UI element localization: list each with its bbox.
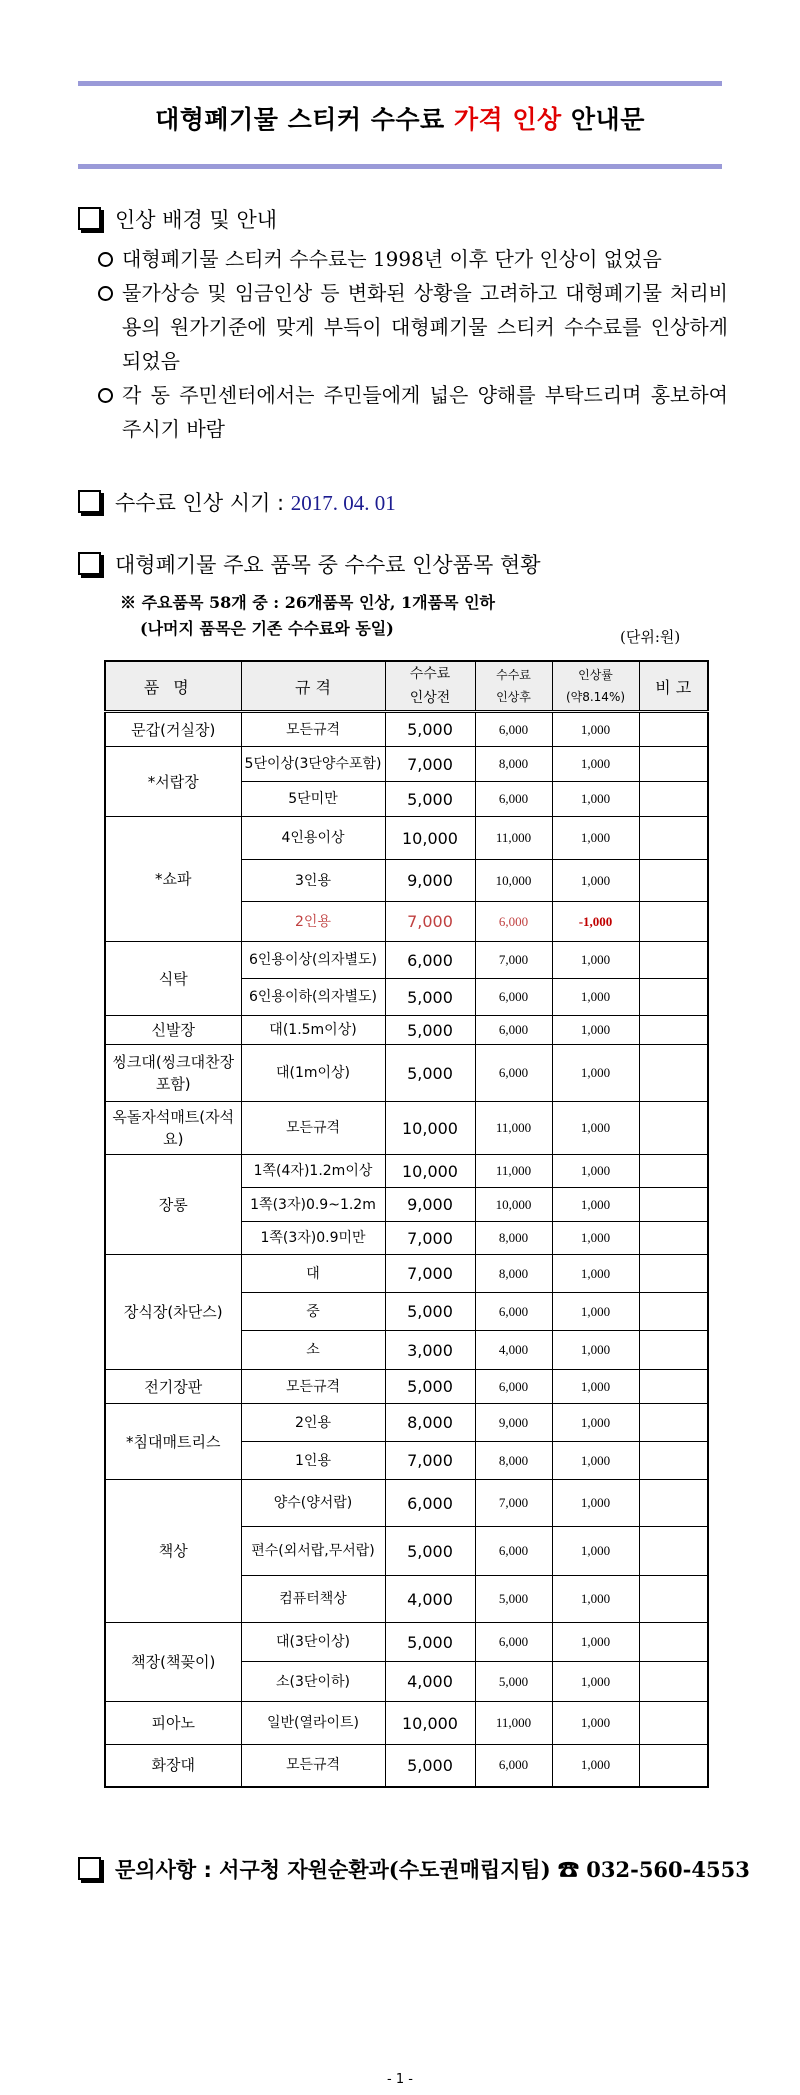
remark-cell	[639, 1623, 708, 1662]
table-row	[105, 1370, 708, 1404]
diff-cell: 1,000	[552, 1045, 639, 1102]
old-fee-cell: 6,000	[385, 942, 475, 979]
spec-cell: 3인용	[241, 860, 385, 902]
diff-cell: 1,000	[552, 1222, 639, 1255]
checkbox-icon	[78, 552, 101, 575]
spec-cell: 소(3단이하)	[241, 1662, 385, 1702]
remark-cell	[639, 747, 708, 782]
new-fee-cell: 6,000	[475, 1293, 552, 1331]
diff-cell: 1,000	[552, 979, 639, 1016]
diff-cell: 1,000	[552, 1102, 639, 1155]
remark-cell	[639, 1016, 708, 1045]
remark-cell	[639, 942, 708, 979]
diff-cell: 1,000	[552, 1576, 639, 1623]
remark-cell	[639, 1527, 708, 1576]
table-row	[105, 1155, 708, 1188]
status-note-1: ※ 주요품목 58개 중 : 26개품목 인상, 1개품목 인하	[120, 593, 495, 612]
remark-cell	[639, 1045, 708, 1102]
timing-heading	[78, 487, 396, 517]
circle-bullet-icon	[98, 252, 113, 267]
contact-text: 서구청 자원순환과(수도권매립지팀) ☎ 032-560-4553	[219, 1857, 750, 1882]
header-new: 수수료 인상후	[475, 661, 552, 712]
new-fee-cell: 7,000	[475, 942, 552, 979]
table-row	[105, 1480, 708, 1527]
spec-cell: 2인용	[241, 1404, 385, 1442]
old-fee-cell: 10,000	[385, 1102, 475, 1155]
diff-cell: 1,000	[552, 1527, 639, 1576]
background-heading-text: 인상 배경 및 안내	[115, 208, 278, 232]
background-bullet-1	[98, 242, 728, 276]
table-row	[105, 1045, 708, 1102]
table-row	[105, 1016, 708, 1045]
new-fee-cell: 6,000	[475, 1527, 552, 1576]
old-fee-cell: 9,000	[385, 860, 475, 902]
item-cell: 책상	[105, 1480, 241, 1623]
old-fee-cell: 8,000	[385, 1404, 475, 1442]
remark-cell	[639, 1188, 708, 1222]
table-row	[105, 817, 708, 860]
title-part2: 안내문	[561, 105, 645, 134]
spec-cell: 모든규격	[241, 712, 385, 747]
new-fee-cell: 6,000	[475, 979, 552, 1016]
new-fee-cell: 8,000	[475, 747, 552, 782]
old-fee-cell: 5,000	[385, 1370, 475, 1404]
table-row	[105, 1102, 708, 1155]
circle-bullet-icon	[98, 286, 113, 301]
new-fee-cell: 11,000	[475, 817, 552, 860]
spec-cell: 1쪽(3자)0.9미만	[241, 1222, 385, 1255]
new-fee-cell: 8,000	[475, 1255, 552, 1293]
remark-cell	[639, 902, 708, 942]
unit-label: (단위:원)	[620, 628, 681, 646]
item-cell: *쇼파	[105, 817, 241, 942]
item-cell: 장롱	[105, 1155, 241, 1255]
remark-cell	[639, 860, 708, 902]
diff-cell: 1,000	[552, 1702, 639, 1745]
spec-cell: 양수(양서랍)	[241, 1480, 385, 1527]
remark-cell	[639, 1331, 708, 1370]
table-row	[105, 942, 708, 979]
item-cell: 전기장판	[105, 1370, 241, 1404]
remark-cell	[639, 817, 708, 860]
header-remark: 비 고	[639, 661, 708, 712]
old-fee-cell: 5,000	[385, 1527, 475, 1576]
table-row	[105, 1404, 708, 1442]
new-fee-cell: 6,000	[475, 1016, 552, 1045]
spec-cell: 6인용이상(의자별도)	[241, 942, 385, 979]
diff-cell: 1,000	[552, 782, 639, 817]
status-heading-text: 대형폐기물 주요 품목 중 수수료 인상품목 현황	[115, 553, 541, 577]
page-title	[0, 100, 800, 136]
old-fee-cell: 7,000	[385, 1442, 475, 1480]
old-fee-cell: 5,000	[385, 1293, 475, 1331]
spec-cell: 중	[241, 1293, 385, 1331]
remark-cell	[639, 1662, 708, 1702]
remark-cell	[639, 782, 708, 817]
spec-cell: 편수(외서랍,무서랍)	[241, 1527, 385, 1576]
background-bullet-3	[98, 378, 728, 446]
old-fee-cell: 9,000	[385, 1188, 475, 1222]
contact-line	[78, 1854, 750, 1884]
item-cell: 식탁	[105, 942, 241, 1016]
diff-cell: 1,000	[552, 1188, 639, 1222]
remark-cell	[639, 1404, 708, 1442]
remark-cell	[639, 1702, 708, 1745]
remark-cell	[639, 1370, 708, 1404]
new-fee-cell: 6,000	[475, 1745, 552, 1787]
old-fee-cell: 10,000	[385, 1702, 475, 1745]
old-fee-cell: 10,000	[385, 1155, 475, 1188]
old-fee-cell: 5,000	[385, 1623, 475, 1662]
new-fee-cell: 6,000	[475, 782, 552, 817]
item-cell: 문갑(거실장)	[105, 712, 241, 747]
timing-label: 수수료 인상 시기 :	[115, 491, 291, 515]
old-fee-cell: 5,000	[385, 712, 475, 747]
diff-cell: -1,000	[552, 902, 639, 942]
spec-cell: 1인용	[241, 1442, 385, 1480]
old-fee-cell: 3,000	[385, 1331, 475, 1370]
title-top-rule	[78, 81, 722, 86]
new-fee-cell: 9,000	[475, 1404, 552, 1442]
new-fee-cell: 6,000	[475, 1370, 552, 1404]
page-number: - 1 -	[387, 2072, 413, 2087]
old-fee-cell: 6,000	[385, 1480, 475, 1527]
diff-cell: 1,000	[552, 1623, 639, 1662]
table-row	[105, 712, 708, 747]
item-cell: 씽크대(씽크대찬장포함)	[105, 1045, 241, 1102]
checkbox-icon	[78, 490, 101, 513]
table-header-row	[105, 661, 708, 712]
spec-cell: 1쪽(4자)1.2m이상	[241, 1155, 385, 1188]
checkbox-icon	[78, 1857, 101, 1880]
old-fee-cell: 7,000	[385, 902, 475, 942]
item-cell: *서랍장	[105, 747, 241, 817]
background-bullet-2	[98, 276, 728, 378]
bullet-text: 각 동 주민센터에서는 주민들에게 넓은 양해를 부탁드리며 홍보하여 주시기 바람	[122, 383, 728, 441]
diff-cell: 1,000	[552, 942, 639, 979]
diff-cell: 1,000	[552, 1745, 639, 1787]
remark-cell	[639, 1745, 708, 1787]
remark-cell	[639, 979, 708, 1016]
table-row	[105, 1702, 708, 1745]
new-fee-cell: 6,000	[475, 902, 552, 942]
status-note-2: (나머지 품목은 기존 수수료와 동일)	[140, 619, 394, 638]
item-cell: 장식장(차단스)	[105, 1255, 241, 1370]
diff-cell: 1,000	[552, 747, 639, 782]
remark-cell	[639, 1480, 708, 1527]
new-fee-cell: 8,000	[475, 1222, 552, 1255]
diff-cell: 1,000	[552, 1331, 639, 1370]
spec-cell: 대(3단이상)	[241, 1623, 385, 1662]
spec-cell: 컴퓨터책상	[241, 1576, 385, 1623]
bullet-text: 대형폐기물 스티커 수수료는 1998년 이후 단가 인상이 없었음	[122, 247, 662, 271]
spec-cell: 2인용	[241, 902, 385, 942]
diff-cell: 1,000	[552, 860, 639, 902]
old-fee-cell: 4,000	[385, 1662, 475, 1702]
item-cell: 신발장	[105, 1016, 241, 1045]
header-name: 품명	[105, 661, 241, 712]
new-fee-cell: 11,000	[475, 1702, 552, 1745]
remark-cell	[639, 712, 708, 747]
header-old: 수수료 인상전	[385, 661, 475, 712]
new-fee-cell: 4,000	[475, 1331, 552, 1370]
bullet-text: 물가상승 및 임금인상 등 변화된 상황을 고려하고 대형폐기물 처리비용의 원가기준에 맞게 부득이 대형폐기물 스티커 수수료를 인상하게 되었음	[122, 281, 728, 373]
old-fee-cell: 7,000	[385, 747, 475, 782]
fee-table	[104, 660, 709, 1788]
remark-cell	[639, 1222, 708, 1255]
old-fee-cell: 7,000	[385, 1222, 475, 1255]
remark-cell	[639, 1442, 708, 1480]
new-fee-cell: 7,000	[475, 1480, 552, 1527]
diff-cell: 1,000	[552, 1370, 639, 1404]
item-cell: 화장대	[105, 1745, 241, 1787]
diff-cell: 1,000	[552, 1155, 639, 1188]
remark-cell	[639, 1576, 708, 1623]
item-cell: 책장(책꽂이)	[105, 1623, 241, 1702]
header-spec: 규 격	[241, 661, 385, 712]
new-fee-cell: 6,000	[475, 1623, 552, 1662]
circle-bullet-icon	[98, 388, 113, 403]
new-fee-cell: 6,000	[475, 1045, 552, 1102]
table-row	[105, 1623, 708, 1662]
item-cell: 옥돌자석매트(자석요)	[105, 1102, 241, 1155]
table-row	[105, 1255, 708, 1293]
new-fee-cell: 10,000	[475, 1188, 552, 1222]
remark-cell	[639, 1102, 708, 1155]
old-fee-cell: 5,000	[385, 782, 475, 817]
diff-cell: 1,000	[552, 712, 639, 747]
old-fee-cell: 5,000	[385, 979, 475, 1016]
spec-cell: 1쪽(3자)0.9~1.2m	[241, 1188, 385, 1222]
new-fee-cell: 11,000	[475, 1155, 552, 1188]
remark-cell	[639, 1255, 708, 1293]
old-fee-cell: 5,000	[385, 1016, 475, 1045]
spec-cell: 4인용이상	[241, 817, 385, 860]
diff-cell: 1,000	[552, 1293, 639, 1331]
table-row	[105, 1745, 708, 1787]
diff-cell: 1,000	[552, 1662, 639, 1702]
contact-label: 문의사항 :	[115, 1858, 220, 1882]
spec-cell: 6인용이하(의자별도)	[241, 979, 385, 1016]
spec-cell: 모든규격	[241, 1745, 385, 1787]
diff-cell: 1,000	[552, 817, 639, 860]
new-fee-cell: 5,000	[475, 1576, 552, 1623]
diff-cell: 1,000	[552, 1016, 639, 1045]
title-highlight: 가격 인상	[453, 105, 562, 134]
item-cell: 피아노	[105, 1702, 241, 1745]
table-row	[105, 747, 708, 782]
checkbox-icon	[78, 207, 101, 230]
background-heading	[78, 204, 277, 234]
remark-cell	[639, 1155, 708, 1188]
new-fee-cell: 6,000	[475, 712, 552, 747]
spec-cell: 일반(열라이트)	[241, 1702, 385, 1745]
old-fee-cell: 4,000	[385, 1576, 475, 1623]
spec-cell: 모든규격	[241, 1370, 385, 1404]
diff-cell: 1,000	[552, 1404, 639, 1442]
timing-date: 2017. 04. 01	[290, 491, 396, 515]
title-part1: 대형폐기물 스티커 수수료	[155, 105, 454, 134]
diff-cell: 1,000	[552, 1442, 639, 1480]
old-fee-cell: 5,000	[385, 1045, 475, 1102]
spec-cell: 5단이상(3단양수포함)	[241, 747, 385, 782]
title-bottom-rule	[78, 164, 722, 169]
status-heading	[78, 549, 540, 579]
new-fee-cell: 11,000	[475, 1102, 552, 1155]
spec-cell: 대	[241, 1255, 385, 1293]
spec-cell: 소	[241, 1331, 385, 1370]
diff-cell: 1,000	[552, 1255, 639, 1293]
new-fee-cell: 10,000	[475, 860, 552, 902]
remark-cell	[639, 1293, 708, 1331]
old-fee-cell: 7,000	[385, 1255, 475, 1293]
spec-cell: 모든규격	[241, 1102, 385, 1155]
new-fee-cell: 8,000	[475, 1442, 552, 1480]
diff-cell: 1,000	[552, 1480, 639, 1527]
item-cell: *침대매트리스	[105, 1404, 241, 1480]
old-fee-cell: 5,000	[385, 1745, 475, 1787]
spec-cell: 대(1m이상)	[241, 1045, 385, 1102]
spec-cell: 5단미만	[241, 782, 385, 817]
new-fee-cell: 5,000	[475, 1662, 552, 1702]
header-diff: 인상률 (약8.14%)	[552, 661, 639, 712]
old-fee-cell: 10,000	[385, 817, 475, 860]
spec-cell: 대(1.5m이상)	[241, 1016, 385, 1045]
